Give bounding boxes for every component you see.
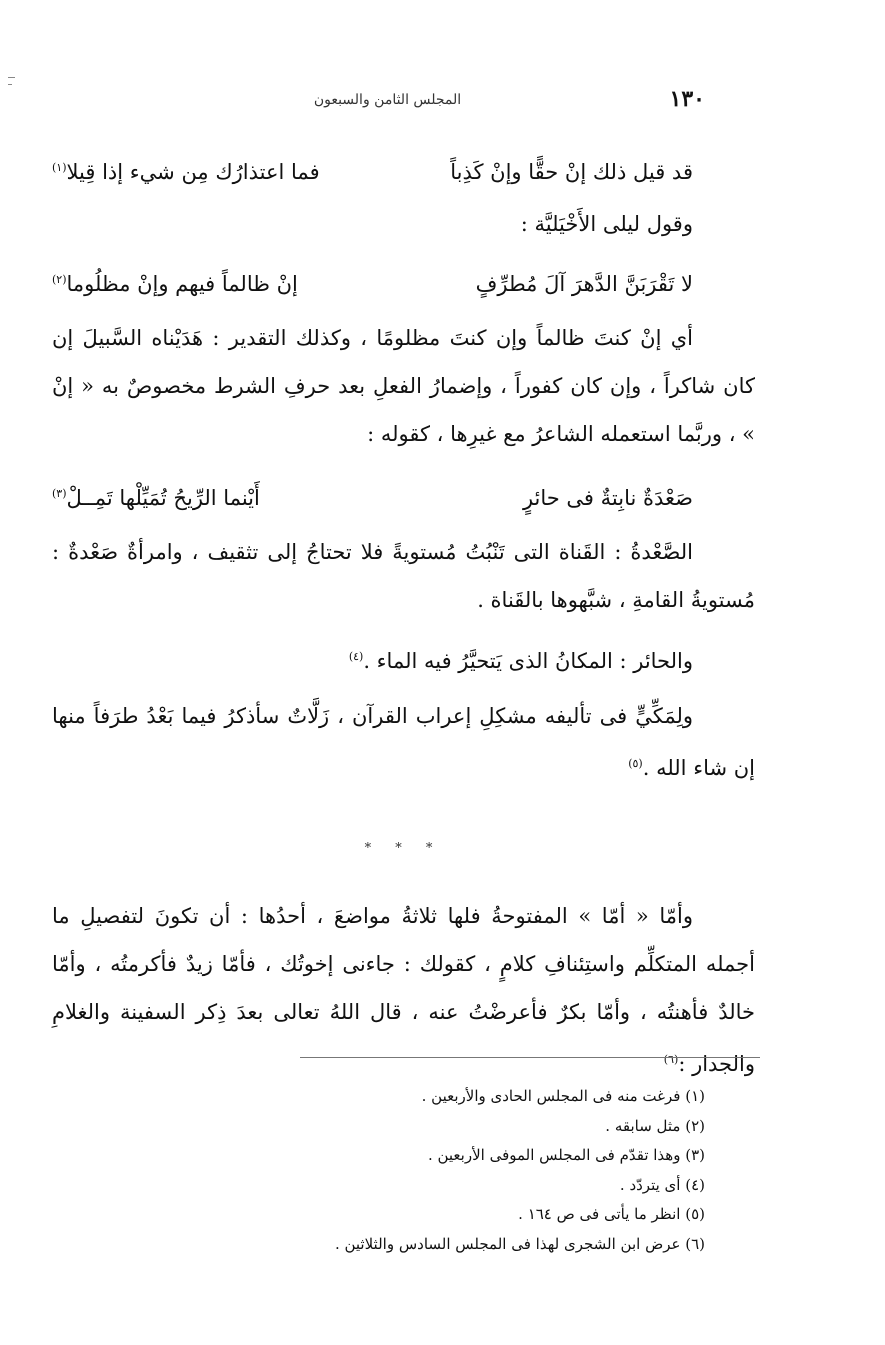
verse-second-hemistich: إنْ ظالماً فيهم وإنْ مظلُوما$^{(٢)}$: [52, 272, 298, 296]
page-number: ١٣٠: [669, 86, 705, 112]
paragraph: الصَّعْدةُ : القَناة التى تَنْبُتُ مُستويةً فلا تحتاجُ إلى تثقيف ، وامرأةٌ صَعْدةٌ : مُستويةُ القامةِ ، شبَّهوها بالقَناة .: [52, 540, 755, 612]
verse-first-hemistich: صَعْدَةٌ نابِتةٌ فى حائرٍ: [522, 486, 693, 510]
footnote-ref: (١): [52, 161, 67, 174]
main-text: [52, 140, 755, 1096]
verse-intro: وقول ليلى الأَخْيَليَّة :: [520, 212, 693, 236]
margin-mark: [8, 77, 15, 78]
verse-line: [52, 466, 693, 522]
footnote: (١) فرغت منه فى المجلس الحادى والأربعين .: [421, 1087, 705, 1105]
verse-line: [52, 252, 693, 308]
footnote: (٣) وهذا تقدّم فى المجلس الموفى الأربعين .: [427, 1146, 705, 1164]
section-separator: * * *: [364, 841, 443, 856]
verse-second-hemistich: أَيْنما الرِّيحُ تُمَيِّلْها تَمِــلْ$^{(٣)}$: [52, 486, 260, 510]
footnote-ref: (٣): [52, 487, 67, 500]
paragraph: ولِمَكِّيٍّ فى تأليفه مشكِلِ إعراب القرآن ، زَلَّاتٌ سأذكرُ فيما بَعْدُ طرَفاً منها إن شاء الله .$^{(٥)}$: [52, 704, 755, 780]
footnote: (٦) عرض ابن الشجرى لهذا فى المجلس السادس والثلاثين .: [334, 1234, 705, 1253]
paragraph: أي إنْ كنتَ ظالماً وإن كنتَ مظلومًا ، وكذلك التقدير : هَدَيْناه السَّبيلَ إن كان شاكراً ، وإن كان كفوراً ، وإضمارُ الفعلِ بعد حرفِ الشرط مخصوصٌ به « إنْ » ، وربَّما استعمله الشاعرُ مع غيرِها ، كقوله :: [52, 326, 755, 446]
verse-second-hemistich: فما اعتذارُك مِن شيء إذا قِيلا$^{(١)}$: [52, 160, 320, 184]
verse-first-hemistich: قد قيل ذلك إنْ حقًّا وإنْ كَذِباً: [450, 160, 693, 184]
paragraph: وأمّا « أمّا » المفتوحةُ فلها ثلاثةُ مواضعَ ، أحدُها : أن تكونَ لتفصيلِ ما أجمله المتكلِّم واستِئنافِ كلامٍ ، كقولك : جاءنى إخوتُك ، فأمّا زيدٌ فأكرمتُه ، وأمّا خالدٌ فأهنتُه ، وأمّا بكرٌ فأعرضْتُ عنه ، قال اللهُ تعالى بعدَ ذِكر السفينة والغلامِ والجدار :$^{(٦)}$: [52, 904, 755, 1076]
margin-mark: [8, 84, 12, 85]
footnotes: [250, 1082, 705, 1259]
footnote: (٢) مثل سابقه .: [605, 1116, 705, 1135]
footnote-ref: (٤): [348, 650, 364, 663]
page-header: [300, 86, 705, 120]
footnote-divider: [300, 1057, 760, 1058]
paragraph: والحائر : المكانُ الذى يَتحيَّرُ فيه الماء .$^{(٤)}$: [348, 649, 693, 673]
running-title: المجلس الثامن والسبعون: [313, 92, 462, 108]
footnote-ref: (٢): [52, 273, 67, 286]
footnote: (٥) انظر ما يأتى فى ص ١٦٤ .: [518, 1205, 705, 1223]
footnote: (٤) أى يتردّد .: [619, 1175, 705, 1194]
footnote-ref: (٥): [628, 757, 643, 770]
verse-line: [52, 140, 693, 196]
footnote-ref: (٦): [663, 1053, 679, 1066]
verse-first-hemistich: لا تَقْرَبَنَّ الدَّهرَ آلَ مُطرِّفٍ: [475, 272, 693, 296]
